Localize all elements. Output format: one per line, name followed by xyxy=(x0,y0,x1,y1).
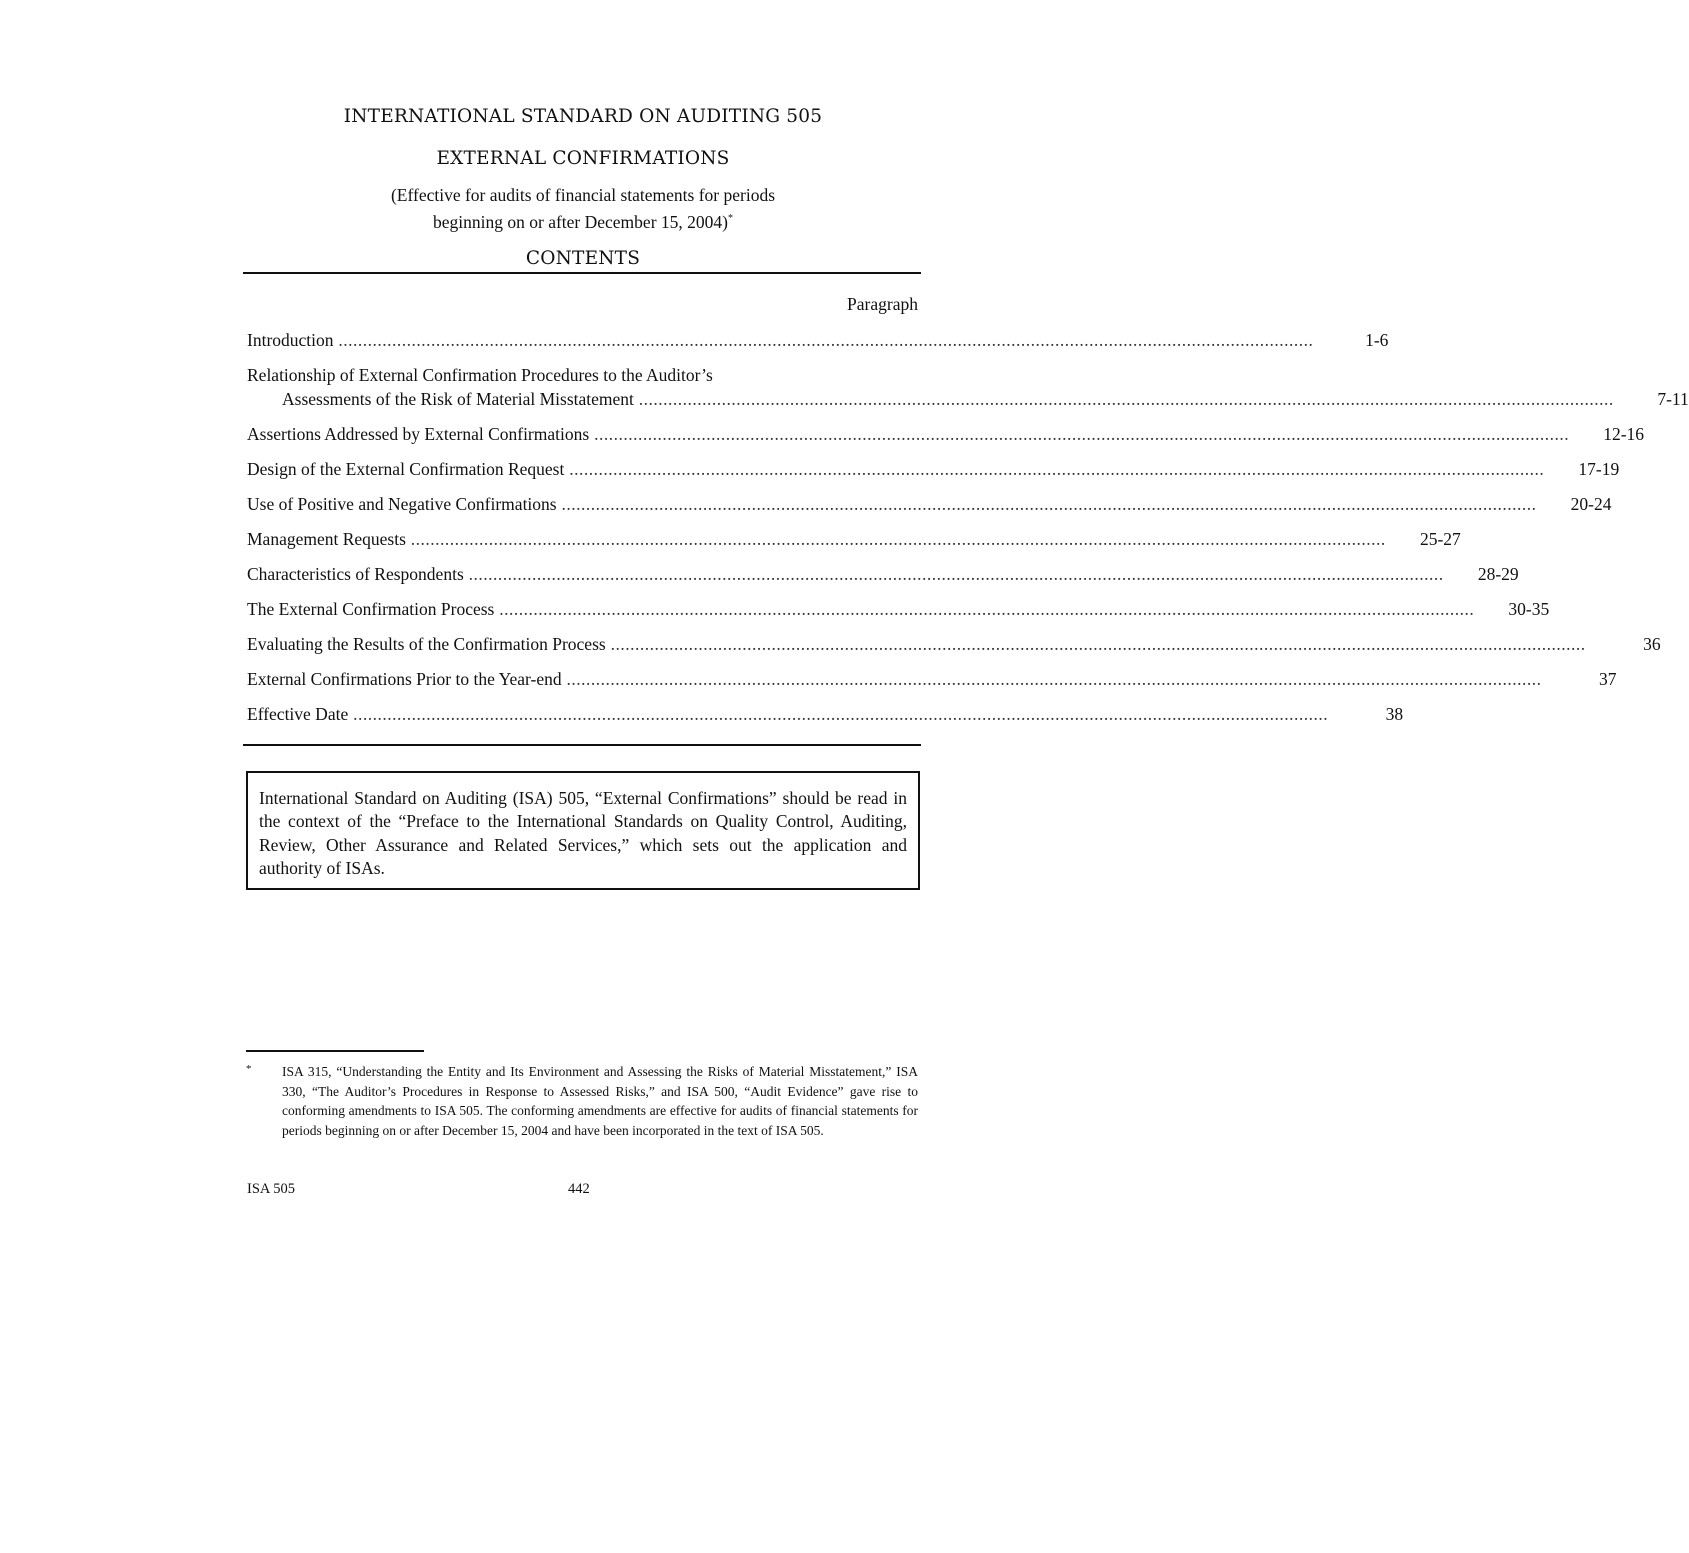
contents-heading: CONTENTS xyxy=(525,248,641,269)
effective-line-2 xyxy=(0,207,1166,234)
toc-entry-paragraph: 17-19 xyxy=(1578,459,1620,479)
toc-entry-paragraph: 37 xyxy=(1598,669,1617,689)
leader-dots: ........................................................................................................................................................................................................ xyxy=(463,564,1444,584)
table-of-contents xyxy=(247,292,1689,737)
toc-entry-label: Design of the External Confirmation Request xyxy=(247,459,565,479)
paragraph-column-header: Paragraph xyxy=(847,294,918,314)
toc-entry-paragraph: 1-6 xyxy=(1365,330,1389,350)
toc-entry-label: Effective Date xyxy=(247,704,349,724)
footnote-text: ISA 315, “Understanding the Entity and Its Environment and Assessing the Risks of Material Misstatement,” ISA 330, “The Auditor’s Procedures in Response to Assessed Risks,” and ISA 500, “Audit Evidence” gave rise to conforming amendments to ISA 505. The conforming amendments are effective for audits of financial statements for periods beginning on or after December 15, 2004 and have been incorporated in the text of ISA 505. xyxy=(282,1064,918,1138)
toc-entry-label: Use of Positive and Negative Confirmations xyxy=(247,494,557,514)
leader-dots: ........................................................................................................................................................................................................ xyxy=(564,459,1545,479)
toc-entry-paragraph: 36 xyxy=(1643,634,1661,654)
toc-entry-paragraph: 28-29 xyxy=(1477,564,1519,584)
leader-dots: ........................................................................................................................................................................................................ xyxy=(633,389,1614,409)
toc-entry-label-line1: Relationship of External Confirmation Procedures to the Auditor’s xyxy=(247,365,713,385)
effective-date-note xyxy=(0,183,1166,234)
toc-entry xyxy=(247,597,1550,621)
leader-dots: ........................................................................................................................................................................................................ xyxy=(405,529,1386,549)
toc-entry-label: External Confirmations Prior to the Year-end xyxy=(247,669,562,689)
toc-entry-paragraph: 38 xyxy=(1385,704,1404,724)
toc-entry-label: The External Confirmation Process xyxy=(247,599,495,619)
toc-entry-label: Evaluating the Results of the Confirmation Process xyxy=(247,634,606,654)
footnote-reference-mark: * xyxy=(727,213,733,224)
toc-entry-label: Characteristics of Respondents xyxy=(247,564,464,584)
toc-entry xyxy=(247,363,1689,411)
leader-dots: ........................................................................................................................................................................................................ xyxy=(556,494,1537,514)
toc-entry xyxy=(247,422,1645,446)
toc-entry-paragraph: 20-24 xyxy=(1570,494,1612,514)
toc-entry-paragraph: 7-11 xyxy=(1657,389,1689,409)
toc-entry xyxy=(247,702,1404,726)
leader-dots: ........................................................................................................................................................................................................ xyxy=(561,669,1542,689)
standard-title: INTERNATIONAL STANDARD ON AUDITING 505 xyxy=(343,106,823,127)
footnote-mark: * xyxy=(246,1063,252,1075)
toc-entry-label: Assessments of the Risk of Material Misstatement xyxy=(282,389,634,409)
leader-dots: ........................................................................................................................................................................................................ xyxy=(348,704,1329,724)
leader-dots: ........................................................................................................................................................................................................ xyxy=(333,330,1314,350)
toc-entry xyxy=(247,667,1617,691)
toc-entry xyxy=(247,457,1620,481)
toc-entry xyxy=(247,632,1661,656)
toc-entry-label: Introduction xyxy=(247,330,334,350)
effective-line-2-text: beginning on or after December 15, 2004) xyxy=(433,211,728,232)
toc-entry xyxy=(247,328,1389,352)
toc-entry-paragraph: 12-16 xyxy=(1603,424,1645,444)
standard-subject: EXTERNAL CONFIRMATIONS xyxy=(436,148,730,169)
authority-notice-box: International Standard on Auditing (ISA) 505, “External Confirmations” should be read in the context of the “Preface to the International Standards on Quality Control, Auditing, Review, Other Assurance and Related Services,” which sets out the application and authority of ISAs. xyxy=(246,771,920,890)
page-number: 442 xyxy=(568,1181,590,1197)
footnote-separator xyxy=(246,1050,424,1052)
effective-line-1: (Effective for audits of financial statements for periods xyxy=(390,185,776,205)
toc-entry-paragraph: 30-35 xyxy=(1508,599,1550,619)
toc-entry-label: Assertions Addressed by External Confirmations xyxy=(247,424,590,444)
leader-dots: ........................................................................................................................................................................................................ xyxy=(605,634,1586,654)
toc-entry-paragraph: 25-27 xyxy=(1419,529,1461,549)
bottom-divider xyxy=(243,744,921,746)
leader-dots: ........................................................................................................................................................................................................ xyxy=(589,424,1570,444)
footer-section-label: ISA 505 xyxy=(247,1181,295,1197)
leader-dots: ........................................................................................................................................................................................................ xyxy=(494,599,1475,619)
toc-entry-label: Management Requests xyxy=(247,529,406,549)
footnote xyxy=(246,1062,918,1140)
toc-entry xyxy=(247,527,1461,551)
toc-entry xyxy=(247,492,1612,516)
toc-entry xyxy=(247,562,1519,586)
top-divider xyxy=(243,272,921,274)
